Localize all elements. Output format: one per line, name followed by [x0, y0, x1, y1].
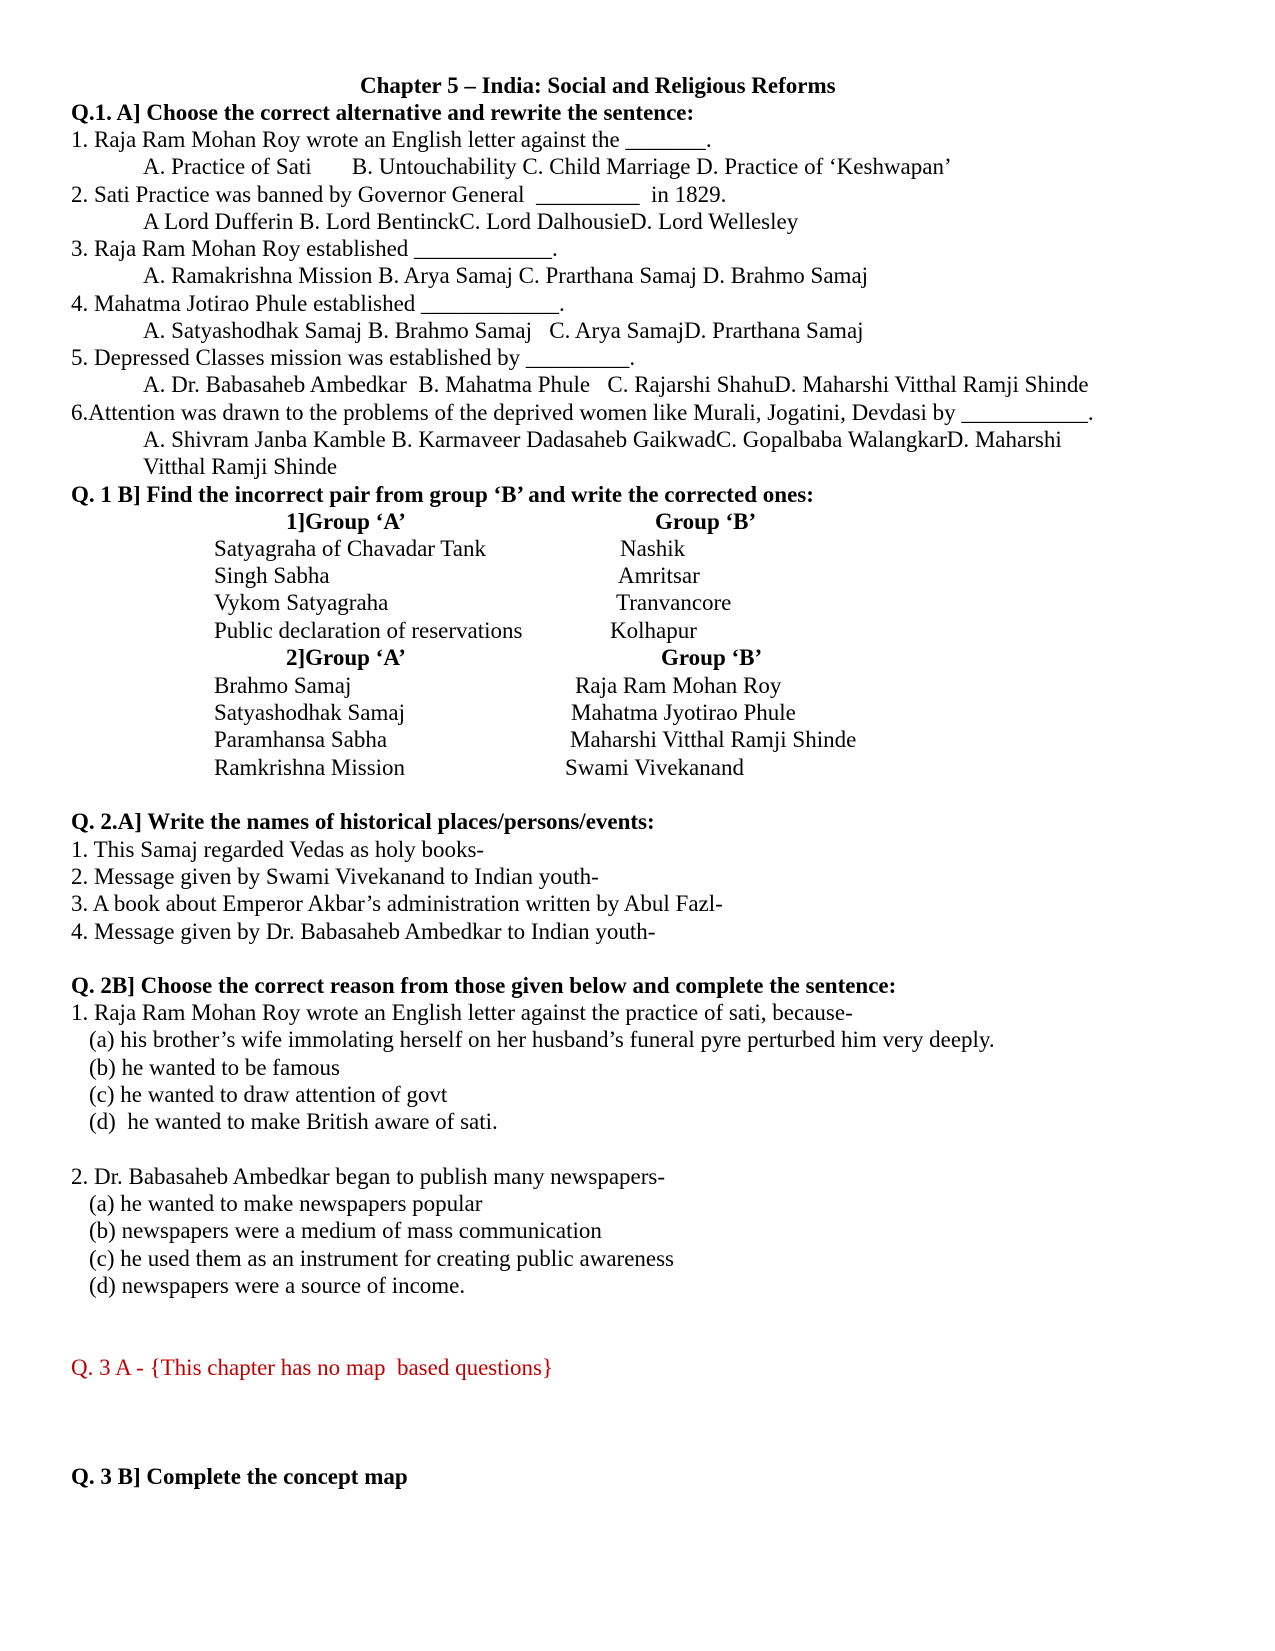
question-line: 1. Raja Ram Mohan Roy wrote an English letter against the _______.	[71, 127, 712, 152]
reason-option: (d) he wanted to make British aware of sati.	[89, 1109, 498, 1134]
pair-group-b: Raja Ram Mohan Roy	[575, 673, 782, 698]
pair-group-b: Kolhapur	[610, 618, 697, 643]
question-line: 4. Mahatma Jotirao Phule established ____________.	[71, 291, 565, 316]
pair-group-b: Maharshi Vitthal Ramji Shinde	[570, 727, 857, 752]
option-line-continued: Vitthal Ramji Shinde	[143, 454, 338, 479]
pair-group-a: Singh Sabha	[214, 563, 330, 588]
pair-group-a: Paramhansa Sabha	[214, 727, 388, 752]
group-b-header: Group ‘B’	[655, 509, 757, 534]
reason-option: (a) he wanted to make newspapers popular	[89, 1191, 483, 1216]
pair-group-b: Swami Vivekanand	[565, 755, 744, 780]
pair-group-a: Satyagraha of Chavadar Tank	[214, 536, 486, 561]
question-line: 2. Message given by Swami Vivekanand to Indian youth-	[71, 864, 599, 889]
chapter-title: Chapter 5 – India: Social and Religious Reforms	[360, 73, 836, 98]
reason-option: (b) he wanted to be famous	[89, 1055, 341, 1080]
q1b-heading: Q. 1 B] Find the incorrect pair from group ‘B’ and write the corrected ones:	[71, 482, 814, 507]
q1a-heading: Q.1. A] Choose the correct alternative and rewrite the sentence:	[71, 100, 695, 125]
option-line: A. Practice of Sati B. Untouchability C. Child Marriage D. Practice of ‘Keshwapan’	[143, 154, 952, 179]
question-line: 3. Raja Ram Mohan Roy established ____________.	[71, 236, 558, 261]
option-line: A. Shivram Janba Kamble B. Karmaveer Dadasaheb GaikwadC. Gopalbaba WalangkarD. Maharshi	[143, 427, 1062, 452]
reason-option: (a) his brother’s wife immolating herself on her husband’s funeral pyre perturbed him very deeply.	[89, 1027, 995, 1052]
question-line: 2. Sati Practice was banned by Governor General _________ in 1829.	[71, 182, 727, 207]
question-line: 6.Attention was drawn to the problems of the deprived women like Murali, Jogatini, Devdasi by ___________.	[71, 400, 1094, 425]
q3b-heading: Q. 3 B] Complete the concept map	[71, 1464, 408, 1489]
option-line: A. Satyashodhak Samaj B. Brahmo Samaj C. Arya SamajD. Prarthana Samaj	[143, 318, 864, 343]
group-a-header: 1]Group ‘A’	[286, 509, 406, 534]
reason-option: (c) he used them as an instrument for creating public awareness	[89, 1246, 675, 1271]
question-line: 1. This Samaj regarded Vedas as holy books-	[71, 837, 485, 862]
reason-option: (b) newspapers were a medium of mass communication	[89, 1218, 602, 1243]
option-line: A. Ramakrishna Mission B. Arya Samaj C. Prarthana Samaj D. Brahmo Samaj	[143, 263, 869, 288]
question-line: 4. Message given by Dr. Babasaheb Ambedkar to Indian youth-	[71, 919, 656, 944]
reason-option: (c) he wanted to draw attention of govt	[89, 1082, 448, 1107]
pair-group-b: Amritsar	[618, 563, 700, 588]
group-b-header: Group ‘B’	[661, 645, 763, 670]
option-line: A Lord Dufferin B. Lord BentinckC. Lord DalhousieD. Lord Wellesley	[143, 209, 799, 234]
pair-group-b: Tranvancore	[616, 590, 732, 615]
question-line: 3. A book about Emperor Akbar’s administration written by Abul Fazl-	[71, 891, 723, 916]
pair-group-a: Satyashodhak Samaj	[214, 700, 405, 725]
q2b-heading: Q. 2B] Choose the correct reason from those given below and complete the sentence:	[71, 973, 897, 998]
group-a-header: 2]Group ‘A’	[286, 645, 406, 670]
pair-group-a: Ramkrishna Mission	[214, 755, 406, 780]
reason-option: (d) newspapers were a source of income.	[89, 1273, 466, 1298]
pair-group-b: Mahatma Jyotirao Phule	[571, 700, 796, 725]
q2a-heading: Q. 2.A] Write the names of historical places/persons/events:	[71, 809, 655, 834]
q3a-note: Q. 3 A - {This chapter has no map based questions}	[71, 1355, 554, 1380]
question-line: 1. Raja Ram Mohan Roy wrote an English letter against the practice of sati, because-	[71, 1000, 853, 1025]
pair-group-b: Nashik	[620, 536, 686, 561]
pair-group-a: Public declaration of reservations	[214, 618, 523, 643]
question-line: 2. Dr. Babasaheb Ambedkar began to publish many newspapers-	[71, 1164, 666, 1189]
option-line: A. Dr. Babasaheb Ambedkar B. Mahatma Phule C. Rajarshi ShahuD. Maharshi Vitthal Ramji Shinde	[143, 372, 1089, 397]
question-line: 5. Depressed Classes mission was established by _________.	[71, 345, 636, 370]
pair-group-a: Vykom Satyagraha	[214, 590, 389, 615]
pair-group-a: Brahmo Samaj	[214, 673, 352, 698]
